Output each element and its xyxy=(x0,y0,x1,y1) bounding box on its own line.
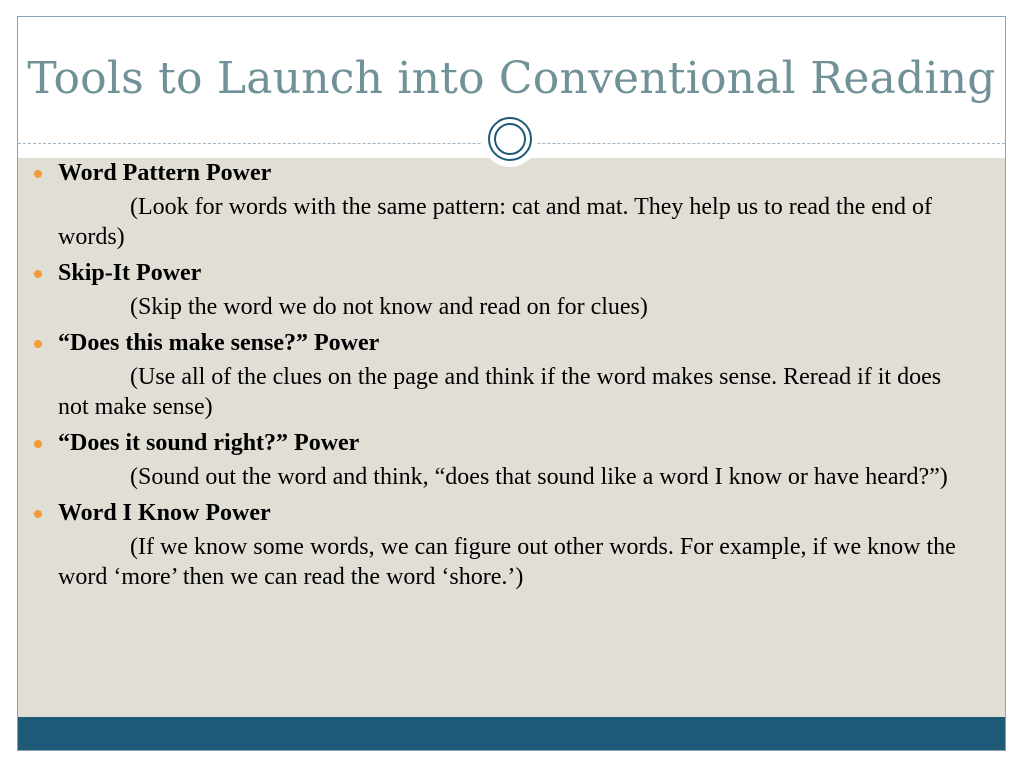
bullet-heading-text: Word Pattern Power xyxy=(58,160,272,186)
slide-title: Tools to Launch into Conventional Reading xyxy=(27,53,996,104)
bullet-dot-icon xyxy=(34,270,42,278)
list-item xyxy=(58,328,963,422)
bullet-description: (Look for words with the same pattern: cat and mat. They help us to read the end of words) xyxy=(58,194,932,250)
bottom-accent-bar xyxy=(18,717,1005,751)
list-item xyxy=(58,428,963,492)
bullet-heading-text: Skip-It Power xyxy=(58,260,202,286)
circle-ornament-icon xyxy=(488,117,532,161)
bullet-heading-text: “Does it sound right?” Power xyxy=(58,430,360,456)
bullet-heading xyxy=(58,258,963,288)
bullet-heading xyxy=(58,328,963,358)
bullet-heading xyxy=(58,428,963,458)
bullet-heading-text: “Does this make sense?” Power xyxy=(58,330,380,356)
bullet-description: (If we know some words, we can figure out other words. For example, if we know the word ‘more’ then we can read the word ‘shore.’) xyxy=(58,534,956,590)
bullet-description: (Use all of the clues on the page and think if the word makes sense. Reread if it does not make sense) xyxy=(58,364,942,420)
bullet-heading xyxy=(58,158,963,188)
bullet-description: (Skip the word we do not know and read on for clues) xyxy=(130,294,648,320)
bullet-list xyxy=(58,158,963,598)
list-item xyxy=(58,498,963,592)
bullet-description: (Sound out the word and think, “does that sound like a word I know or have heard?”) xyxy=(130,464,948,490)
bullet-dot-icon xyxy=(34,510,42,518)
bullet-dot-icon xyxy=(34,170,42,178)
list-item xyxy=(58,158,963,252)
bullet-dot-icon xyxy=(34,340,42,348)
bullet-dot-icon xyxy=(34,440,42,448)
bullet-heading xyxy=(58,498,963,528)
list-item xyxy=(58,258,963,322)
bullet-heading-text: Word I Know Power xyxy=(58,500,271,526)
